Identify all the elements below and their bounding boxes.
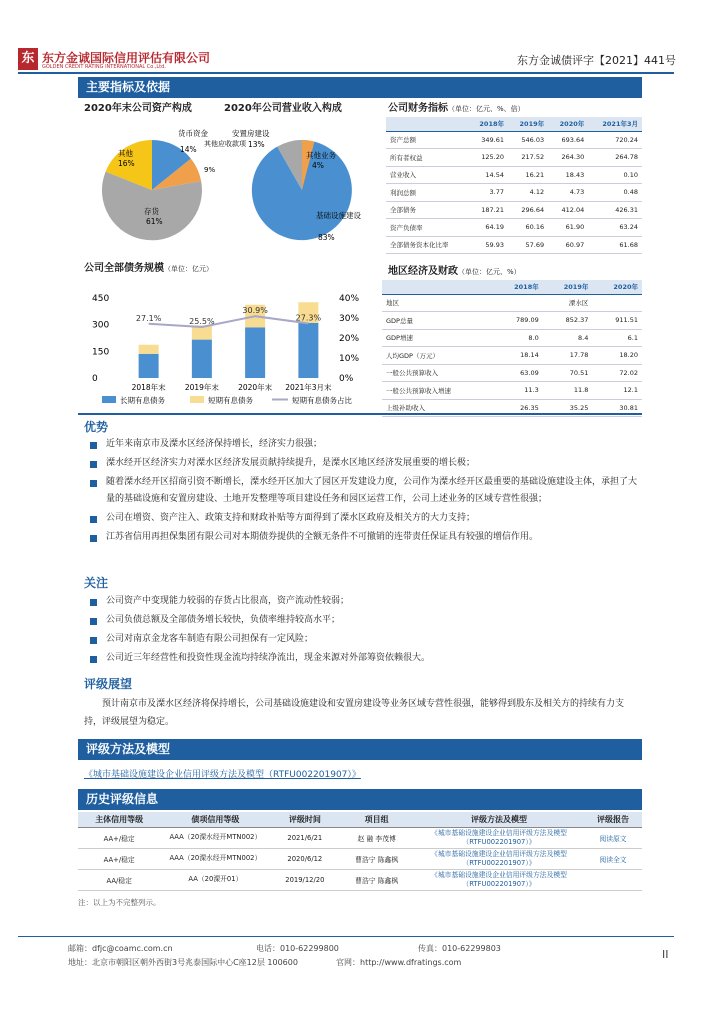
table-row: AA+/稳定 AAA（20溧水经开MTN002） 2020/6/12 曹浩宁 陈鑫枫 《城市基础设施建设企业信用评级方法及模型（RTFU002201907）》 阅读全文 xyxy=(78,848,642,869)
bar-long-term xyxy=(139,354,159,378)
reg-row: 人均GDP（万元） 18.14 17.78 18.20 xyxy=(382,347,642,365)
section-history: 历史评级信息 xyxy=(78,789,642,810)
pie-revenue-composition xyxy=(252,140,352,240)
outlook-text: 预计南京市及溧水区经济将保持增长，公司基础设施建设和安置房建设等业务区域专营性很强，能够得到股东及相关方的持续有力支持，评级展望为稳定。 xyxy=(84,699,625,727)
footer-divider xyxy=(18,936,674,937)
reg-table: 2018年 2019年 2020年 地区 溧水区 GDP总量 789.09 852.37 911.51 GDP增速 8.0 8.4 6.1 人均GDP（万元） 18.14 17.78 18.20 一般公共预算收入 63.09 70.51 72.02 一般公共预算收入增速 11.3 11.8 12.1 上级补助收入 26.35 35.25 30.81 xyxy=(382,280,642,417)
x-tick-label: 2020年末 xyxy=(238,383,273,392)
fin-row: 利润总额 3.77 4.12 4.73 0.48 xyxy=(386,184,642,202)
history-note: 注：以上为不完整列示。 xyxy=(78,898,161,907)
list-item: 公司在增资、资产注入、政策支持和财政补贴等方面得到了溧水区政府及相关方的大力支持； xyxy=(84,510,640,527)
reg-row: 地区 溧水区 xyxy=(382,294,642,312)
history-table: 主体信用等级 债项信用等级 评级时间 项目组 评级方法及模型 评级报告 AA+/稳定 AAA（20溧水经开MTN002） 2021/6/21 赵 融 李茂博 《城市基础设施建设企业信用评级方法及模型（RTFU002201907）》 阅读原文 AA+/稳定 AAA（20溧水经开MTN002） 2020/6/12 曹浩宁 陈鑫枫 《城市基础设施建设企业信用评级方法及模型（RTFU002201907）》 阅读全文 AA/稳定 AA（20溧开01） 2019/12/20 曹浩宁 陈鑫枫 《城市基础设施建设企业信用评级方法及模型（RTFU002201907）》 xyxy=(78,812,642,891)
fin-title: 公司财务指标（单位：亿元、%、倍） xyxy=(388,103,525,114)
pie-asset-pct-cash: 14% xyxy=(180,145,197,154)
bar-long-term xyxy=(298,323,318,378)
pie-revenue-pct-resettlement: 13% xyxy=(248,140,265,149)
page-number: II xyxy=(662,948,669,961)
reg-row: GDP总量 789.09 852.37 911.51 xyxy=(382,312,642,330)
list-item: 公司资产中变现能力较弱的存货占比很高，资产流动性较弱； xyxy=(84,593,640,610)
y-tick-label: 450 xyxy=(92,294,110,304)
table-row: AA/稳定 AA（20溧开01） 2019/12/20 曹浩宁 陈鑫枫 《城市基础设施建设企业信用评级方法及模型（RTFU002201907）》 xyxy=(78,869,642,890)
outlook-title: 评级展望 xyxy=(84,677,133,691)
pie-revenue-label-infra: 基础设施建设 xyxy=(316,211,361,220)
legend-swatch-long xyxy=(102,396,116,403)
fin-row: 全部债务资本化比率 59.93 57.69 60.97 61.68 xyxy=(386,236,642,254)
footer-fax: 传真：010-62299803 xyxy=(418,944,501,953)
pie-asset-label-other: 其他 xyxy=(118,149,133,158)
header-divider xyxy=(18,72,674,74)
company-name-en: GOLDEN CREDIT RATING INTERNATIONAL Co.,Ltd. xyxy=(42,64,166,70)
document-number: 东方金诚债评字【2021】441号 xyxy=(517,54,676,67)
pie-asset-label-cash: 货币资金 xyxy=(178,129,208,138)
list-item: 随着溧水经开区招商引资不断增长，溧水经开区加大了园区开发建设力度，公司作为溧水经开区最重要的基础设施建设主体，承担了大量的基础设施和安置房建设、土地开发整理等项目建设任务和园区运营工作，公司上述业务的区域专营性很强； xyxy=(84,474,640,508)
data-label: 30.9% xyxy=(242,306,268,316)
y2-tick-label: 40% xyxy=(339,294,360,304)
data-label: 25.5% xyxy=(189,317,215,326)
y-tick-label: 300 xyxy=(92,320,110,331)
pie-asset-pct-receivables: 9% xyxy=(204,166,216,174)
pie-revenue-pct-other: 4% xyxy=(312,161,324,170)
reg-row: GDP增速 8.0 8.4 6.1 xyxy=(382,329,642,347)
x-tick-label: 2021年3月末 xyxy=(285,383,332,392)
bar-short-term xyxy=(139,345,159,354)
footer-phone: 电话：010-62299800 xyxy=(256,944,339,953)
method-link[interactable]: 《城市基础设施建设企业信用评级方法及模型（RTFU002201907）》 xyxy=(84,770,361,780)
bar-long-term xyxy=(192,340,212,378)
section-main-indicators: 主要指标及依据 xyxy=(78,77,642,98)
divider xyxy=(78,413,642,415)
legend-label-long: 长期有息债务 xyxy=(120,396,165,405)
pie-asset-title: 2020年末公司资产构成 xyxy=(84,103,192,114)
concerns-list xyxy=(84,593,640,669)
line-short-term-ratio xyxy=(149,316,309,327)
fin-row: 资产总额 349.61 546.03 693.64 720.24 xyxy=(386,131,642,149)
data-label: 27.3% xyxy=(295,313,322,323)
section-method: 评级方法及模型 xyxy=(78,739,642,760)
y2-tick-label: 20% xyxy=(339,334,360,344)
pie-revenue-label-other: 其他业务 xyxy=(306,151,336,160)
reg-row: 一般公共预算收入 63.09 70.51 72.02 xyxy=(382,364,642,382)
advantages-title: 优势 xyxy=(84,420,109,434)
list-item: 公司负债总额及全部债务增长较快，负债率维持较高水平； xyxy=(84,612,640,629)
list-item: 公司对南京金龙客车制造有限公司担保有一定风险； xyxy=(84,631,640,648)
footer-email: 邮箱：dfjc@coamc.com.cn xyxy=(68,944,173,953)
list-item: 近年来南京市及溧水区经济保持增长，经济实力很强； xyxy=(84,436,640,453)
data-label: 27.1% xyxy=(135,313,162,323)
table-row: AA+/稳定 AAA（20溧水经开MTN002） 2021/6/21 赵 融 李茂博 《城市基础设施建设企业信用评级方法及模型（RTFU002201907）》 阅读原文 xyxy=(78,827,642,848)
legend-label-short: 短期有息债务 xyxy=(208,396,253,405)
reg-row: 上级补助收入 26.35 35.25 30.81 xyxy=(382,399,642,417)
debt-chart xyxy=(80,278,370,410)
pie-asset-label-inventory: 存货 xyxy=(144,207,159,216)
pie-revenue-title: 2020年公司营业收入构成 xyxy=(224,103,342,114)
pie-asset-pct-inventory: 61% xyxy=(146,217,163,226)
fin-row: 资产负债率 64.19 60.16 61.90 63.24 xyxy=(386,219,642,237)
pie-charts xyxy=(80,114,380,254)
legend-swatch-short xyxy=(190,396,204,403)
company-logo: 东 xyxy=(18,48,38,70)
pie-asset-label-receivables: 其他应收款项 xyxy=(204,140,246,148)
debt-chart-title: 公司全部债务规模（单位：亿元） xyxy=(84,263,213,274)
fin-row: 所有者权益 125.20 217.52 264.30 264.78 xyxy=(386,149,642,167)
list-item: 江苏省信用再担保集团有限公司对本期债券提供的全额无条件不可撤销的连带责任保证具有较强的增信作用。 xyxy=(84,529,640,546)
footer-website: 官网：http://www.dfratings.com xyxy=(336,958,462,967)
list-item: 溧水经开区经济实力对溧水区经济发展贡献持续提升，是溧水区地区经济发展重要的增长极； xyxy=(84,455,640,472)
list-item: 公司近三年经营性和投资性现金流均持续净流出，现金来源对外部筹资依赖很大。 xyxy=(84,650,640,667)
pie-revenue-pct-infra: 83% xyxy=(318,233,335,242)
fin-table: 2018年 2019年 2020年 2021年3月 资产总额 349.61 546.03 693.64 720.24 所有者权益 125.20 217.52 264.30 264.78 营业收入 14.54 16.21 18.43 0.10 利润总额 3.77 4.12 4.73 0.48 全部债务 187.21 296.64 412.04 426.31 资产负债率 64.19 60.16 61.90 63.24 全部债务资本化比率 59.93 57.69 60.97 61.68 xyxy=(386,117,642,254)
y2-tick-label: 0% xyxy=(339,374,354,384)
company-name-cn: 东方金诚国际信用评估有限公司 xyxy=(42,51,211,65)
x-tick-label: 2019年末 xyxy=(184,383,219,392)
reg-row: 一般公共预算收入增速 11.3 11.8 12.1 xyxy=(382,382,642,400)
y2-tick-label: 10% xyxy=(339,354,360,364)
fin-row: 营业收入 14.54 16.21 18.43 0.10 xyxy=(386,166,642,184)
reg-title: 地区经济及财政（单位：亿元、%） xyxy=(388,266,521,277)
pie-asset-pct-other: 16% xyxy=(118,159,135,168)
y-tick-label: 0 xyxy=(92,374,98,384)
pie-revenue-label-resettlement: 安置房建设 xyxy=(232,129,270,138)
y-tick-label: 150 xyxy=(92,347,110,358)
concerns-title: 关注 xyxy=(84,576,109,590)
advantages-list xyxy=(84,436,640,548)
y2-tick-label: 30% xyxy=(339,314,360,324)
footer-address: 地址：北京市朝阳区朝外西街3号兆泰国际中心C座12层 100600 xyxy=(68,958,298,967)
bar-long-term xyxy=(245,327,265,378)
x-tick-label: 2018年末 xyxy=(131,383,166,392)
legend-label-ratio: 短期有息债务占比 xyxy=(292,396,352,405)
fin-row: 全部债务 187.21 296.64 412.04 426.31 xyxy=(386,201,642,219)
